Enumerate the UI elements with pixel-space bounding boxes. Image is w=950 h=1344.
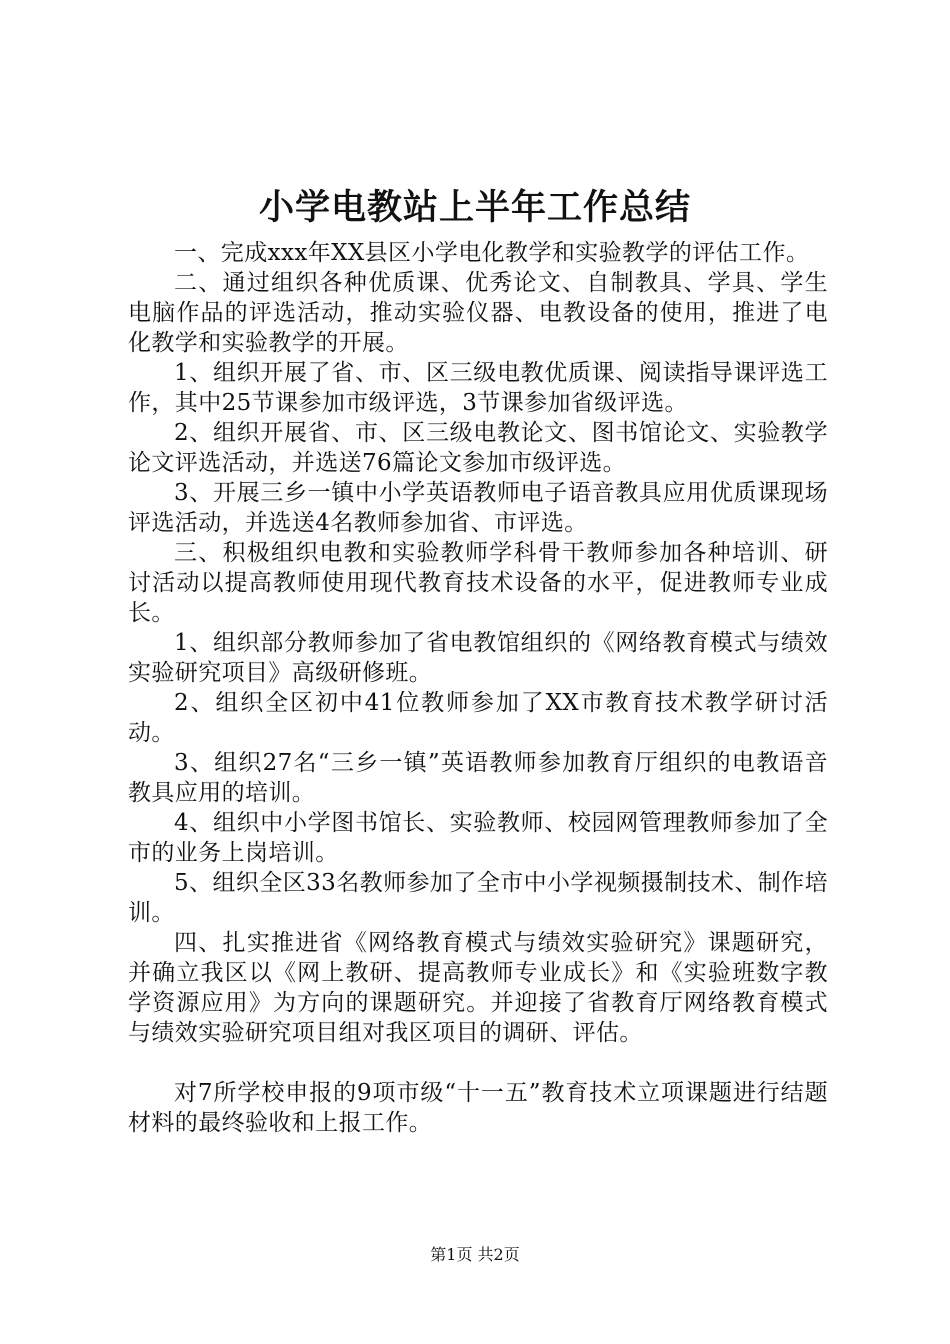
paragraph-item-3-2: 2、组织全区初中41位教师参加了XX市教育技术教学研讨活动。 <box>128 690 828 746</box>
paragraph-section-1: 一、完成xxx年XX县区小学电化教学和实验教学的评估工作。 <box>174 240 810 266</box>
document-title: 小学电教站上半年工作总结 <box>258 188 691 228</box>
paragraph-gap <box>128 1048 828 1078</box>
paragraph-closing: 对7所学校申报的9项市级“十一五”教育技术立项课题进行结题材料的最终验收和上报工作。 <box>128 1080 828 1136</box>
paragraph-item-3-5: 5、组织全区33名教师参加了全市中小学视频摄制技术、制作培训。 <box>128 870 828 926</box>
paragraph-item-2-3: 3、开展三乡一镇中小学英语教师电子语音教具应用优质课现场评选活动，并选送4名教师参加省、市评选。 <box>128 480 828 536</box>
paragraph-item-3-3: 3、组织27名“三乡一镇”英语教师参加教育厅组织的电教语音教具应用的培训。 <box>128 750 828 806</box>
paragraph-section-3: 三、积极组织电教和实验教师学科骨干教师参加各种培训、研讨活动以提高教师使用现代教育技术设备的水平，促进教师专业成长。 <box>128 540 828 626</box>
paragraph-item-3-4: 4、组织中小学图书馆长、实验教师、校园网管理教师参加了全市的业务上岗培训。 <box>128 810 828 866</box>
paragraph-item-3-1: 1、组织部分教师参加了省电教馆组织的《网络教育模式与绩效实验研究项目》高级研修班。 <box>128 630 828 686</box>
paragraph-section-2: 二、通过组织各种优质课、优秀论文、自制教具、学具、学生电脑作品的评选活动，推动实验仪器、电教设备的使用，推进了电化教学和实验教学的开展。 <box>128 270 828 356</box>
paragraph-section-4: 四、扎实推进省《网络教育模式与绩效实验研究》课题研究，并确立我区以《网上教研、提高教师专业成长》和《实验班数字教学资源应用》为方向的课题研究。并迎接了省教育厅网络教育模式与绩效实验研究项目组对我区项目的调研、评估。 <box>128 930 828 1046</box>
paragraph-item-2-1: 1、组织开展了省、市、区三级电教优质课、阅读指导课评选工作，其中25节课参加市级评选，3节课参加省级评选。 <box>128 360 828 416</box>
paragraph-item-2-2: 2、组织开展省、市、区三级电教论文、图书馆论文、实验教学论文评选活动，并选送76篇论文参加市级评选。 <box>128 420 828 476</box>
page-footer: 第1页 共2页 <box>430 1245 520 1264</box>
document-body <box>128 238 828 1138</box>
